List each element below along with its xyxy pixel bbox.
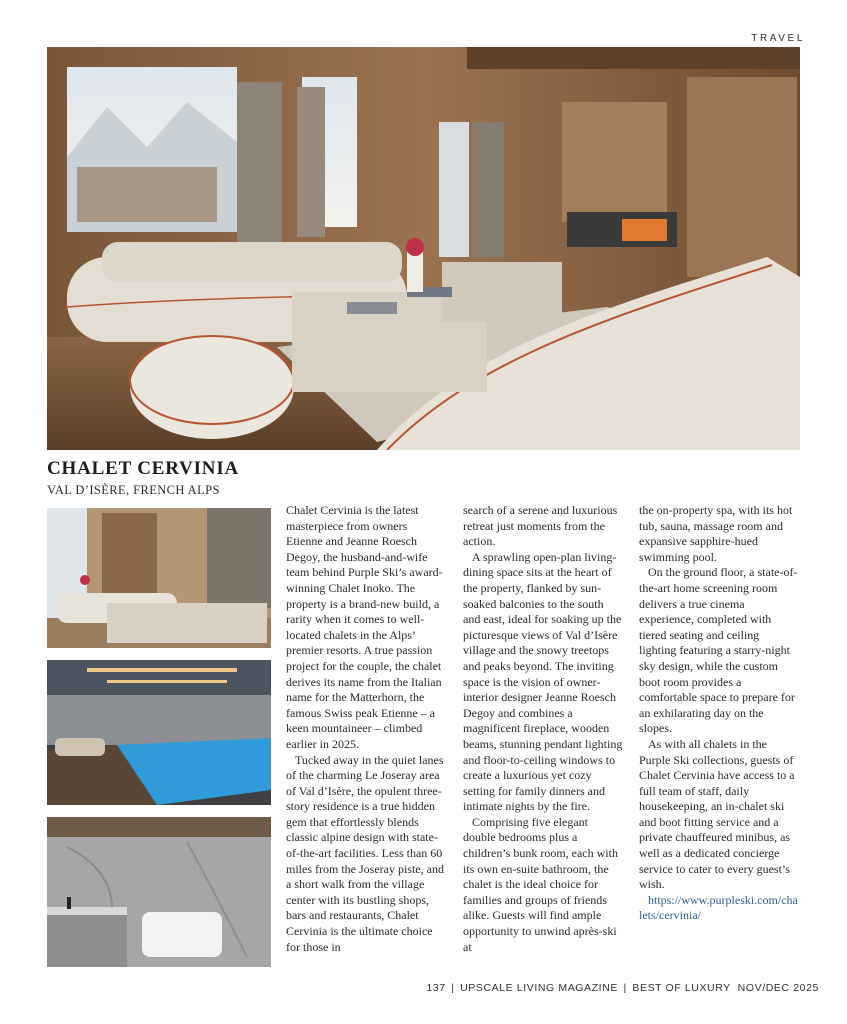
- paragraph: search of a serene and luxurious retreat just moments from the action.: [463, 503, 618, 549]
- page-number: 137: [426, 982, 446, 994]
- paragraph: A sprawling open-plan living-dining space sits at the heart of the property, flanked by sun-soaked balconies to the south and east, ideal for soaking up the picturesque views of Val d’Isère village and the snowy treetops and peaks beyond. The inviting space is the vision of owner-interior designer Jeanne Roesch Degoy and combines a magnificent fireplace, wooden beams, stunning pendant lighting and floor-to-ceiling windows to create a luxurious yet cozy setting for family dinners and intimate nights by the fire.: [463, 549, 623, 814]
- footer-separator: |: [623, 982, 627, 994]
- paragraph: Comprising five elegant double bedrooms plus a children’s bunk room, each with its own en-suite bathroom, the chalet is the ideal choice for families and groups of friends alike. Guests will find ample opportunity to unwind après-ski at: [463, 814, 618, 954]
- article-column-2: [463, 503, 623, 955]
- indoor-pool-photo: [47, 660, 271, 805]
- footer-separator: |: [451, 982, 455, 994]
- paragraph: Tucked away in the quiet lanes of the charming Le Joseray area of Val d’Isère, the opulent three-story residence is a true hidden gem that effortlessly blends classic alpine design with state-of-the-art facilities. Less than 60 miles from the Joseray piste, and a short walk from the village center with its bustling shops, bars and restaurants, Chalet Cervinia is the ultimate choice for those in: [286, 752, 444, 954]
- article-column-1: [286, 503, 446, 955]
- page-footer: [425, 982, 820, 994]
- article-column-3: [639, 503, 799, 924]
- paragraph: the on-property spa, with its hot tub, sauna, massage room and expansive sapphire-hued swimming pool.: [639, 503, 793, 564]
- magazine-name: UPSCALE LIVING MAGAZINE: [460, 982, 618, 994]
- dining-room-photo: [47, 508, 271, 648]
- issue-label: BEST OF LUXURY NOV/DEC 2025: [632, 982, 819, 994]
- section-label: TRAVEL: [751, 33, 805, 44]
- purpleski-link[interactable]: https://www.purpleski.com/chalets/cervinia/: [639, 892, 798, 923]
- article-subtitle: VAL D’ISÈRE, FRENCH ALPS: [47, 483, 220, 497]
- article-title: CHALET CERVINIA: [47, 458, 240, 479]
- paragraph: On the ground floor, a state-of-the-art home screening room delivers a true cinema experience, completed with tiered seating and ceiling lighting featuring a starry-night sky design, while the custom boot room provides a comfortable space to prepare for an exhilarating day on the slopes.: [639, 565, 798, 736]
- paragraph: As with all chalets in the Purple Ski collections, guests of Chalet Cervinia have access to a full team of staff, daily housekeeping, an in-chalet ski and boot fitting service and a private chauffeured minibus, as well as a dedicated concierge service to cater to every guest’s wish.: [639, 736, 795, 892]
- hero-living-room-photo: [47, 47, 800, 450]
- paragraph: Chalet Cervinia is the latest masterpiece from owners Etienne and Jeanne Roesch Degoy, the husband-and-wife team behind Purple Ski’s award-winning Chalet Inoko. The property is a brand-new build, a rarity when it comes to well-located chalets in the Alps’ premier resorts. A true passion project for the couple, the chalet derives its name from the Italian name for the Matterhorn, the famous Swiss peak Etienne – a keen mountaineer – climbed earlier in 2025.: [286, 503, 443, 751]
- marble-bathroom-photo: [47, 817, 271, 967]
